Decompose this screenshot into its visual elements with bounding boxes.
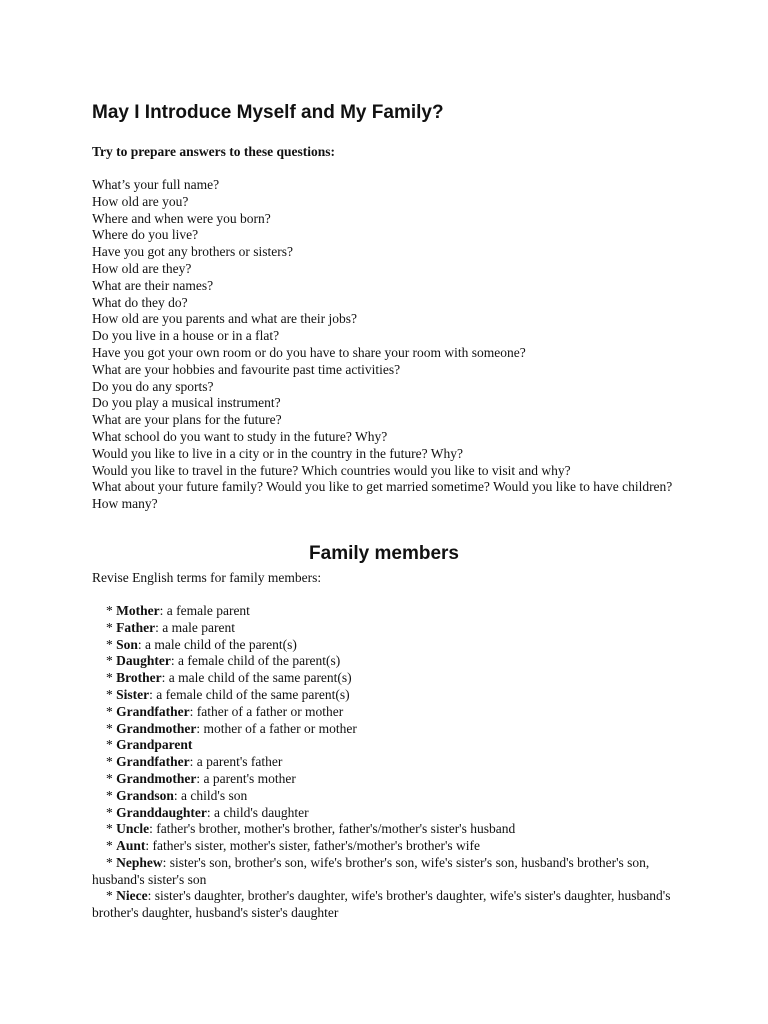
- member-term: Niece: [116, 888, 148, 904]
- question-item: How old are you?: [92, 193, 189, 209]
- member-item: [92, 821, 676, 838]
- member-item: [92, 721, 676, 738]
- member-definition: : a child's son: [173, 787, 248, 803]
- question-item: How old are you parents and what are their jobs?: [92, 311, 358, 327]
- section-title-family-members: Family members: [309, 542, 459, 564]
- member-definition: : a male child of the same parent(s): [161, 670, 352, 686]
- member-definition: : mother of a father or mother: [196, 720, 357, 736]
- member-item: [92, 855, 676, 889]
- family-members-list: [92, 603, 676, 922]
- question-item: What do they do?: [92, 294, 188, 310]
- bullet-mark: *: [106, 653, 113, 669]
- bullet-mark: *: [106, 686, 113, 702]
- question-item: Where and when were you born?: [92, 210, 271, 226]
- member-term: Father: [116, 619, 156, 635]
- bullet-mark: *: [106, 770, 113, 786]
- member-item: [92, 754, 676, 771]
- member-definition: : sister's daughter, brother's daughter, wife's brother's daughter, wife's sister's daughter, husband's brother's daughter, husband's sister's daughter: [92, 888, 671, 921]
- member-definition: : a male parent: [155, 619, 235, 635]
- page-title: May I Introduce Myself and My Family?: [92, 102, 444, 123]
- member-definition: : a parent's father: [189, 754, 283, 770]
- question-item: Do you do any sports?: [92, 378, 214, 394]
- member-definition: : father's sister, mother's sister, father's/mother's brother's wife: [145, 838, 481, 854]
- question-item: Have you got any brothers or sisters?: [92, 244, 293, 260]
- member-item: [92, 670, 676, 687]
- member-term: Granddaughter: [116, 804, 207, 820]
- member-item: [92, 620, 676, 637]
- bullet-mark: *: [106, 787, 113, 803]
- member-definition: : a child's daughter: [206, 804, 309, 820]
- member-item: [92, 653, 676, 670]
- questions-list: [92, 177, 682, 513]
- member-term: Brother: [116, 670, 162, 686]
- member-term: Son: [116, 636, 138, 652]
- bullet-mark: *: [106, 737, 113, 753]
- question-item: What about your future family? Would you like to get married sometime? Would you like to have children? How many?: [92, 479, 673, 512]
- member-item: [92, 687, 676, 704]
- member-definition: : a male child of the parent(s): [137, 636, 297, 652]
- question-item: Would you like to live in a city or in the country in the future? Why?: [92, 445, 463, 461]
- question-item: How old are they?: [92, 260, 192, 276]
- bullet-mark: *: [106, 703, 113, 719]
- bullet-mark: *: [106, 821, 113, 837]
- member-term: Mother: [116, 602, 160, 618]
- member-definition: : sister's son, brother's son, wife's brother's son, wife's sister's son, husband's brother's son, husband's sister's son: [92, 854, 650, 887]
- member-item: [92, 838, 676, 855]
- member-definition: : a female child of the same parent(s): [149, 686, 350, 702]
- member-term: Grandparent: [116, 737, 193, 753]
- question-item: Have you got your own room or do you have to share your room with someone?: [92, 344, 526, 360]
- bullet-mark: *: [106, 888, 113, 904]
- bullet-mark: *: [106, 602, 113, 618]
- member-definition: : a female child of the parent(s): [170, 653, 341, 669]
- bullet-mark: *: [106, 670, 113, 686]
- member-term: Nephew: [116, 854, 163, 870]
- member-item: [92, 737, 676, 754]
- question-item: What are their names?: [92, 277, 214, 293]
- member-item: [92, 704, 676, 721]
- member-definition: : father's brother, mother's brother, father's/mother's sister's husband: [149, 821, 516, 837]
- member-item: [92, 771, 676, 788]
- question-item: What are your plans for the future?: [92, 412, 282, 428]
- questions-subtitle: Try to prepare answers to these questions:: [92, 144, 335, 159]
- question-item: Do you play a musical instrument?: [92, 395, 281, 411]
- question-item: What’s your full name?: [92, 177, 220, 192]
- bullet-mark: *: [106, 854, 113, 870]
- member-term: Grandmother: [116, 770, 197, 786]
- bullet-mark: *: [106, 619, 113, 635]
- member-term: Aunt: [116, 838, 146, 854]
- question-item: What are your hobbies and favourite past time activities?: [92, 361, 401, 377]
- member-item: [92, 603, 676, 620]
- section-intro: Revise English terms for family members:: [92, 569, 322, 585]
- member-definition: : father of a father or mother: [189, 703, 344, 719]
- bullet-mark: *: [106, 804, 113, 820]
- question-item: What school do you want to study in the future? Why?: [92, 428, 388, 444]
- question-item: Where do you live?: [92, 227, 199, 243]
- member-term: Grandmother: [116, 720, 197, 736]
- member-term: Grandfather: [116, 754, 190, 770]
- member-definition: : a parent's mother: [196, 770, 296, 786]
- member-item: [92, 788, 676, 805]
- bullet-mark: *: [106, 754, 113, 770]
- bullet-mark: *: [106, 636, 113, 652]
- member-term: Sister: [116, 686, 150, 702]
- member-item: [92, 805, 676, 822]
- member-term: Daughter: [116, 653, 171, 669]
- bullet-mark: *: [106, 720, 113, 736]
- member-term: Grandfather: [116, 703, 190, 719]
- bullet-mark: *: [106, 838, 113, 854]
- member-item: [92, 637, 676, 654]
- member-term: Uncle: [116, 821, 150, 837]
- document-page: [92, 101, 682, 922]
- member-item: [92, 888, 676, 922]
- question-item: Would you like to travel in the future? Which countries would you like to visit and why?: [92, 462, 571, 478]
- member-definition: : a female parent: [159, 602, 250, 618]
- question-item: Do you live in a house or in a flat?: [92, 328, 280, 344]
- member-term: Grandson: [116, 787, 174, 803]
